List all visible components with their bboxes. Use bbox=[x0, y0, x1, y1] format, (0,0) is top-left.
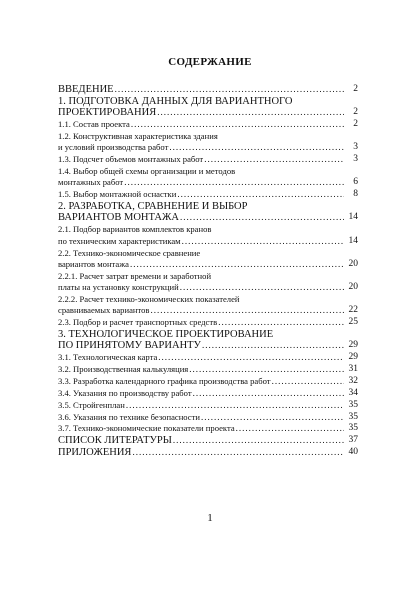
toc-entry-text: 2.3. Подбор и расчет транспортных средств bbox=[58, 317, 218, 328]
toc-entry-page: 6 bbox=[353, 177, 358, 188]
toc-entry-text: 1.1. Состав проекта bbox=[58, 119, 130, 130]
toc-entry-text: 1.5. Выбор монтажной оснастки bbox=[58, 189, 177, 200]
dot-leader bbox=[218, 317, 344, 328]
toc-entry-row bbox=[58, 412, 358, 423]
toc-entry-page: 32 bbox=[348, 375, 358, 386]
toc-entry-page: 2 bbox=[353, 84, 358, 94]
table-of-contents bbox=[58, 84, 358, 459]
toc-entry-page: 29 bbox=[348, 352, 358, 363]
dot-leader bbox=[272, 376, 344, 387]
toc-entry-row bbox=[58, 119, 358, 130]
toc-entry-page: 20 bbox=[348, 258, 358, 269]
toc-entry bbox=[58, 388, 358, 399]
toc-entry-text: 1. ПОДГОТОВКА ДАННЫХ ДЛЯ ВАРИАНТНОГО bbox=[58, 95, 293, 107]
toc-entry bbox=[58, 400, 358, 411]
toc-entry-row bbox=[58, 423, 358, 434]
toc-entry-row bbox=[58, 305, 358, 316]
toc-entry bbox=[58, 96, 358, 119]
dot-leader bbox=[180, 282, 344, 293]
toc-entry-text: 2. РАЗРАБОТКА, СРАВНЕНИЕ И ВЫБОР bbox=[58, 201, 248, 213]
toc-entry bbox=[58, 329, 358, 352]
toc-entry bbox=[58, 189, 358, 200]
toc-entry-text: 1.2. Конструктивная характеристика здания bbox=[58, 130, 218, 141]
toc-entry-row bbox=[58, 212, 358, 223]
toc-entry-row bbox=[58, 107, 358, 118]
dot-leader bbox=[180, 212, 344, 223]
toc-entry bbox=[58, 435, 358, 446]
toc-entry-page: 2 bbox=[353, 119, 358, 130]
toc-entry bbox=[58, 271, 358, 294]
toc-entry-page: 31 bbox=[348, 364, 358, 375]
toc-entry-page: 22 bbox=[348, 305, 358, 316]
toc-entry-page: 2 bbox=[353, 107, 358, 118]
toc-entry-text: вариантов монтажа bbox=[58, 258, 129, 269]
toc-entry bbox=[58, 224, 358, 247]
toc-entry-text: 3.2. Производственная калькуляция bbox=[58, 364, 189, 375]
toc-entry-text: 3.4. Указания по производству работ bbox=[58, 387, 192, 398]
toc-entry-text: 2.2.1. Расчет затрат времени и заработной bbox=[58, 270, 212, 281]
toc-entry-text: платы на установку конструкций bbox=[58, 281, 179, 292]
toc-entry-text: ВАРИАНТОВ МОНТАЖА bbox=[58, 212, 179, 224]
toc-entry-page: 37 bbox=[348, 435, 358, 446]
toc-entry bbox=[58, 352, 358, 363]
toc-entry-text: ПРОЕКТИРОВАНИЯ bbox=[58, 107, 157, 119]
toc-entry-row bbox=[58, 340, 358, 351]
toc-entry bbox=[58, 201, 358, 224]
toc-entry-text: ПРИЛОЖЕНИЯ bbox=[58, 447, 132, 459]
toc-entry bbox=[58, 447, 358, 458]
dot-leader bbox=[177, 189, 344, 200]
toc-entry bbox=[58, 294, 358, 317]
dot-leader bbox=[158, 352, 344, 363]
dot-leader bbox=[124, 177, 344, 188]
toc-entry-text: монтажных работ bbox=[58, 177, 124, 188]
toc-entry-page: 20 bbox=[348, 281, 358, 292]
toc-entry-page: 3 bbox=[353, 142, 358, 153]
dot-leader bbox=[169, 142, 344, 153]
dot-leader bbox=[115, 84, 344, 95]
toc-entry-row bbox=[58, 352, 358, 363]
toc-entry-row bbox=[58, 177, 358, 188]
toc-entry bbox=[58, 166, 358, 189]
toc-entry-page: 40 bbox=[348, 447, 358, 458]
toc-entry-row bbox=[58, 142, 358, 153]
toc-entry bbox=[58, 376, 358, 387]
dot-leader bbox=[131, 119, 344, 130]
toc-entry-page: 35 bbox=[348, 411, 358, 422]
dot-leader bbox=[130, 259, 344, 270]
toc-entry-page: 3 bbox=[353, 154, 358, 165]
dot-leader bbox=[201, 412, 344, 423]
page-number: 1 bbox=[207, 512, 213, 524]
toc-entry-text: СПИСОК ЛИТЕРАТУРЫ bbox=[58, 435, 172, 447]
toc-entry-text: 2.2. Технико-экономическое сравнение bbox=[58, 247, 201, 258]
toc-entry-page: 14 bbox=[348, 235, 358, 246]
dot-leader bbox=[189, 364, 344, 375]
toc-entry-page: 34 bbox=[348, 387, 358, 398]
toc-entry bbox=[58, 412, 358, 423]
dot-leader bbox=[157, 107, 344, 118]
toc-entry-page: 29 bbox=[348, 340, 358, 351]
toc-entry-row bbox=[58, 154, 358, 165]
toc-entry bbox=[58, 423, 358, 434]
toc-entry-text: 1.3. Подсчет объемов монтажных работ bbox=[58, 154, 204, 165]
toc-entry-text: 2.2.2. Расчет технико-экономических показателей bbox=[58, 293, 240, 304]
toc-entry bbox=[58, 248, 358, 271]
dot-leader bbox=[193, 388, 344, 399]
toc-entry-row bbox=[58, 317, 358, 328]
toc-entry-text: 3.5. Стройгенплан bbox=[58, 399, 125, 410]
toc-entry-row bbox=[58, 364, 358, 375]
toc-entry-text: и условий производства работ bbox=[58, 142, 169, 153]
toc-entry bbox=[58, 154, 358, 165]
dot-leader bbox=[132, 447, 344, 458]
dot-leader bbox=[173, 435, 344, 446]
toc-entry-text: ВВЕДЕНИЕ bbox=[58, 84, 114, 95]
toc-entry-row bbox=[58, 189, 358, 200]
toc-entry-row bbox=[58, 376, 358, 387]
toc-entry-row bbox=[58, 447, 358, 458]
toc-entry-row bbox=[58, 236, 358, 247]
toc-entry-row bbox=[58, 84, 358, 95]
toc-entry bbox=[58, 131, 358, 154]
toc-entry-text: сравниваемых вариантов bbox=[58, 305, 150, 316]
toc-entry-row bbox=[58, 282, 358, 293]
toc-entry-text: 3.1. Технологическая карта bbox=[58, 352, 158, 363]
dot-leader bbox=[236, 423, 344, 434]
toc-entry-row bbox=[58, 388, 358, 399]
toc-entry bbox=[58, 317, 358, 328]
toc-entry-text: 3.7. Технико-экономические показатели проекта bbox=[58, 423, 235, 434]
toc-entry-page: 25 bbox=[348, 317, 358, 328]
dot-leader bbox=[204, 154, 344, 165]
toc-entry-text: 3.6. Указания по технике безопасности bbox=[58, 411, 200, 422]
toc-entry-text: по техническим характеристикам bbox=[58, 235, 181, 246]
dot-leader bbox=[202, 340, 344, 351]
dot-leader bbox=[150, 305, 344, 316]
toc-entry-text: 2.1. Подбор вариантов комплектов кранов bbox=[58, 224, 212, 235]
toc-entry-text: 3.3. Разработка календарного графика производства работ bbox=[58, 375, 271, 386]
toc-title: СОДЕРЖАНИЕ bbox=[168, 56, 252, 68]
toc-entry bbox=[58, 84, 358, 95]
dot-leader bbox=[126, 400, 344, 411]
toc-entry-row bbox=[58, 400, 358, 411]
toc-entry-text: ПО ПРИНЯТОМУ ВАРИАНТУ bbox=[58, 340, 201, 352]
toc-entry-row bbox=[58, 259, 358, 270]
toc-entry-page: 8 bbox=[353, 189, 358, 200]
toc-entry-page: 35 bbox=[348, 399, 358, 410]
toc-entry-page: 35 bbox=[348, 423, 358, 434]
dot-leader bbox=[182, 236, 344, 247]
toc-entry-text: 1.4. Выбор общей схемы организации и методов bbox=[58, 166, 236, 177]
toc-entry bbox=[58, 364, 358, 375]
toc-entry-text: 3. ТЕХНОЛОГИЧЕСКОЕ ПРОЕКТИРОВАНИЕ bbox=[58, 328, 274, 340]
toc-entry-row bbox=[58, 435, 358, 446]
toc-entry-page: 14 bbox=[348, 212, 358, 223]
toc-entry bbox=[58, 119, 358, 130]
